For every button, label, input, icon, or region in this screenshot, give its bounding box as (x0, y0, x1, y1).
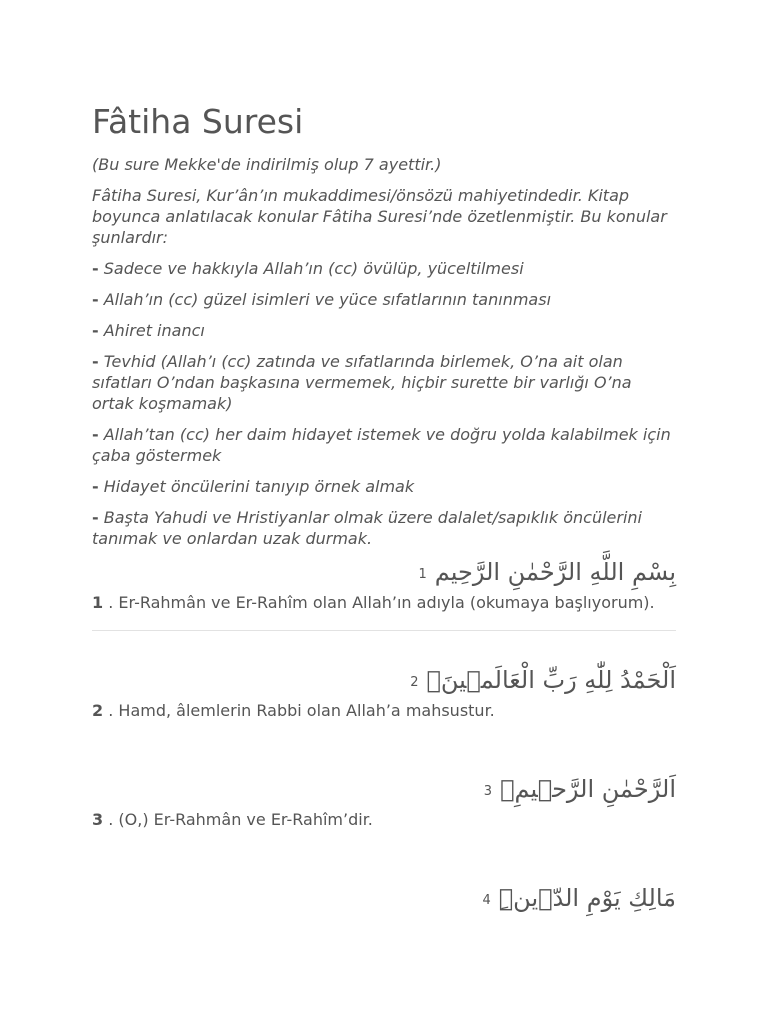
list-dash: - (92, 477, 99, 496)
intro-section (92, 154, 676, 549)
arabic-verse (92, 772, 676, 809)
topic-text: Ahiret inancı (103, 321, 205, 340)
topic-text: Tevhid (Allah’ı (cc) zatında ve sıfatlarında birlemek, O’na ait olan sıfatları O’ndan başkasına vermemek, hiçbir surette bir varlığı O’na ortak koşmamak) (92, 352, 632, 413)
list-dash: - (92, 259, 99, 278)
list-dash: - (92, 425, 99, 444)
verse-4 (92, 881, 676, 918)
arabic-text: اَلرَّحْمٰنِ الرَّحٖيمِۙ (500, 775, 676, 803)
verse-1 (92, 555, 676, 631)
verse-number: 1 (92, 593, 104, 612)
arabic-text: مَالِكِ يَوْمِ الدّٖينِۜ (498, 884, 676, 912)
meaning-text: Hamd, âlemlerin Rabbi olan Allah’a mahsustur. (118, 701, 495, 720)
list-dash: - (92, 508, 99, 527)
topic-text: Başta Yahudi ve Hristiyanlar olmak üzere dalalet/sapıklık öncülerini tanımak ve onlardan uzak durmak. (92, 508, 642, 548)
topic-item (92, 320, 676, 341)
topic-item (92, 424, 676, 466)
arabic-text: اَلْحَمْدُ لِلّٰهِ رَبِّ الْعَالَمٖينَۙ (426, 666, 676, 694)
topic-text: Allah’tan (cc) her daim hidayet istemek ve doğru yolda kalabilmek için çaba göstermek (92, 425, 671, 465)
topic-item (92, 476, 676, 497)
arabic-text: بِسْمِ اللَّهِ الرَّحْمٰنِ الرَّحِيم (434, 558, 676, 586)
verse-number-marker: 3 (483, 784, 493, 799)
arabic-verse (92, 555, 676, 592)
topic-text: Hidayet öncülerini tanıyıp örnek almak (103, 477, 415, 496)
verse-2 (92, 663, 676, 721)
arabic-verse (92, 881, 676, 918)
topic-item (92, 351, 676, 414)
divider (92, 630, 676, 631)
list-dash: - (92, 352, 99, 371)
verse-number: 3 (92, 810, 104, 829)
topic-text: Sadece ve hakkıyla Allah’ın (cc) övülüp, yüceltilmesi (103, 259, 524, 278)
article (92, 100, 676, 918)
list-dash: - (92, 321, 99, 340)
verse-meaning (92, 700, 676, 721)
meaning-text: (O,) Er-Rahmân ve Er-Rahîm’dir. (118, 810, 373, 829)
arabic-verse (92, 663, 676, 700)
topic-text: Allah’ın (cc) güzel isimleri ve yüce sıfatlarının tanınması (103, 290, 552, 309)
verse-meaning (92, 809, 676, 830)
verse-separator: . (103, 701, 119, 720)
topic-item (92, 289, 676, 310)
verse-number-marker: 2 (410, 675, 419, 690)
topic-item (92, 258, 676, 279)
intro-paragraph: Fâtiha Suresi, Kur’ân’ın mukaddimesi/önsözü mahiyetindedir. Kitap boyunca anlatılacak konular Fâtiha Suresi’nde özetlenmiştir. Bu konular şunlardır: (92, 186, 667, 247)
list-dash: - (92, 290, 99, 309)
verse-number-marker: 1 (418, 567, 427, 582)
topic-item (92, 507, 676, 549)
verse-number: 2 (92, 701, 104, 720)
verse-number-marker: 4 (482, 893, 491, 908)
surah-info: (Bu sure Mekke'de indirilmiş olup 7 ayettir.) (92, 155, 442, 174)
verse-separator: . (103, 593, 119, 612)
meaning-text: Er-Rahmân ve Er-Rahîm olan Allah’ın adıyla (okumaya başlıyorum). (118, 593, 655, 612)
verse-separator: . (103, 810, 119, 829)
verse-meaning (92, 592, 676, 613)
verse-3 (92, 772, 676, 830)
page-title: Fâtiha Suresi (92, 102, 304, 141)
